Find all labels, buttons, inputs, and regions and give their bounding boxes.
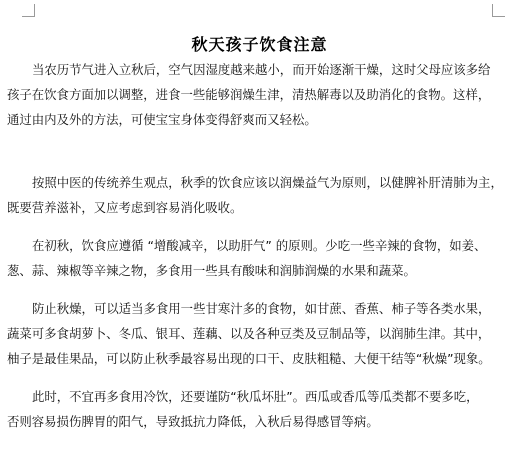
paragraph-line: 防止秋燥，可以适当多食用一些甘寒汁多的食物，如甘蔗、香蕉、柿子等各类水果，: [32, 301, 491, 316]
paragraph-1: [7, 57, 505, 132]
paragraph-line: 通过由内及外的方法，可使宝宝身体变得舒爽而又轻松。: [7, 112, 317, 127]
paragraph-3: [7, 233, 505, 283]
paragraph-line: 孩子在饮食方面加以调整，进食一些能够润燥生津，清热解毒以及助消化的食物。这样，: [7, 87, 491, 102]
paragraph-line: 按照中医的传统养生观点，秋季的饮食应该以润燥益气为原则，以健脾补肝清肺为主，: [32, 175, 503, 190]
paragraph-line: 此时，不宜再多食用冷饮，还要谨防“秋瓜坏肚”。西瓜或香瓜等瓜类都不要多吃，: [32, 389, 479, 404]
paragraph-line: 柚子是最佳果品，可以防止秋季最容易出现的口干、皮肤粗糙、大便干结等“秋燥”现象。: [7, 351, 491, 366]
document-title: 秋天孩子饮食注意: [191, 35, 328, 54]
paragraph-line: 葱、蒜、辣椒等辛辣之物，多食用一些具有酸味和润肺润燥的水果和蔬菜。: [7, 263, 416, 278]
paragraph-5: [7, 384, 505, 434]
paragraph-line: 蔬菜可多食胡萝卜、冬瓜、银耳、莲藕、以及各种豆类及豆制品等，以润肺生津。其中，: [7, 326, 491, 341]
paragraph-line: 既要营养滋补，又应考虑到容易消化吸收。: [7, 200, 243, 215]
paragraph-4: [7, 296, 505, 371]
margin-corner-mark-right: [492, 4, 505, 17]
paragraph-line: 在初秋，饮食应遵循 “增酸减辛，以助肝气” 的原则。少吃一些辛辣的食物，如姜、: [32, 238, 487, 253]
margin-corner-mark-left: [22, 4, 35, 17]
paragraph-2: [7, 170, 505, 220]
paragraph-line: 否则容易损伤脾胃的阳气，导致抵抗力降低，入秋后易得感冒等病。: [7, 414, 379, 429]
paragraph-line: 当农历节气进入立秋后，空气因湿度越来越小，而开始逐渐干燥，这时父母应该多给: [32, 62, 491, 77]
